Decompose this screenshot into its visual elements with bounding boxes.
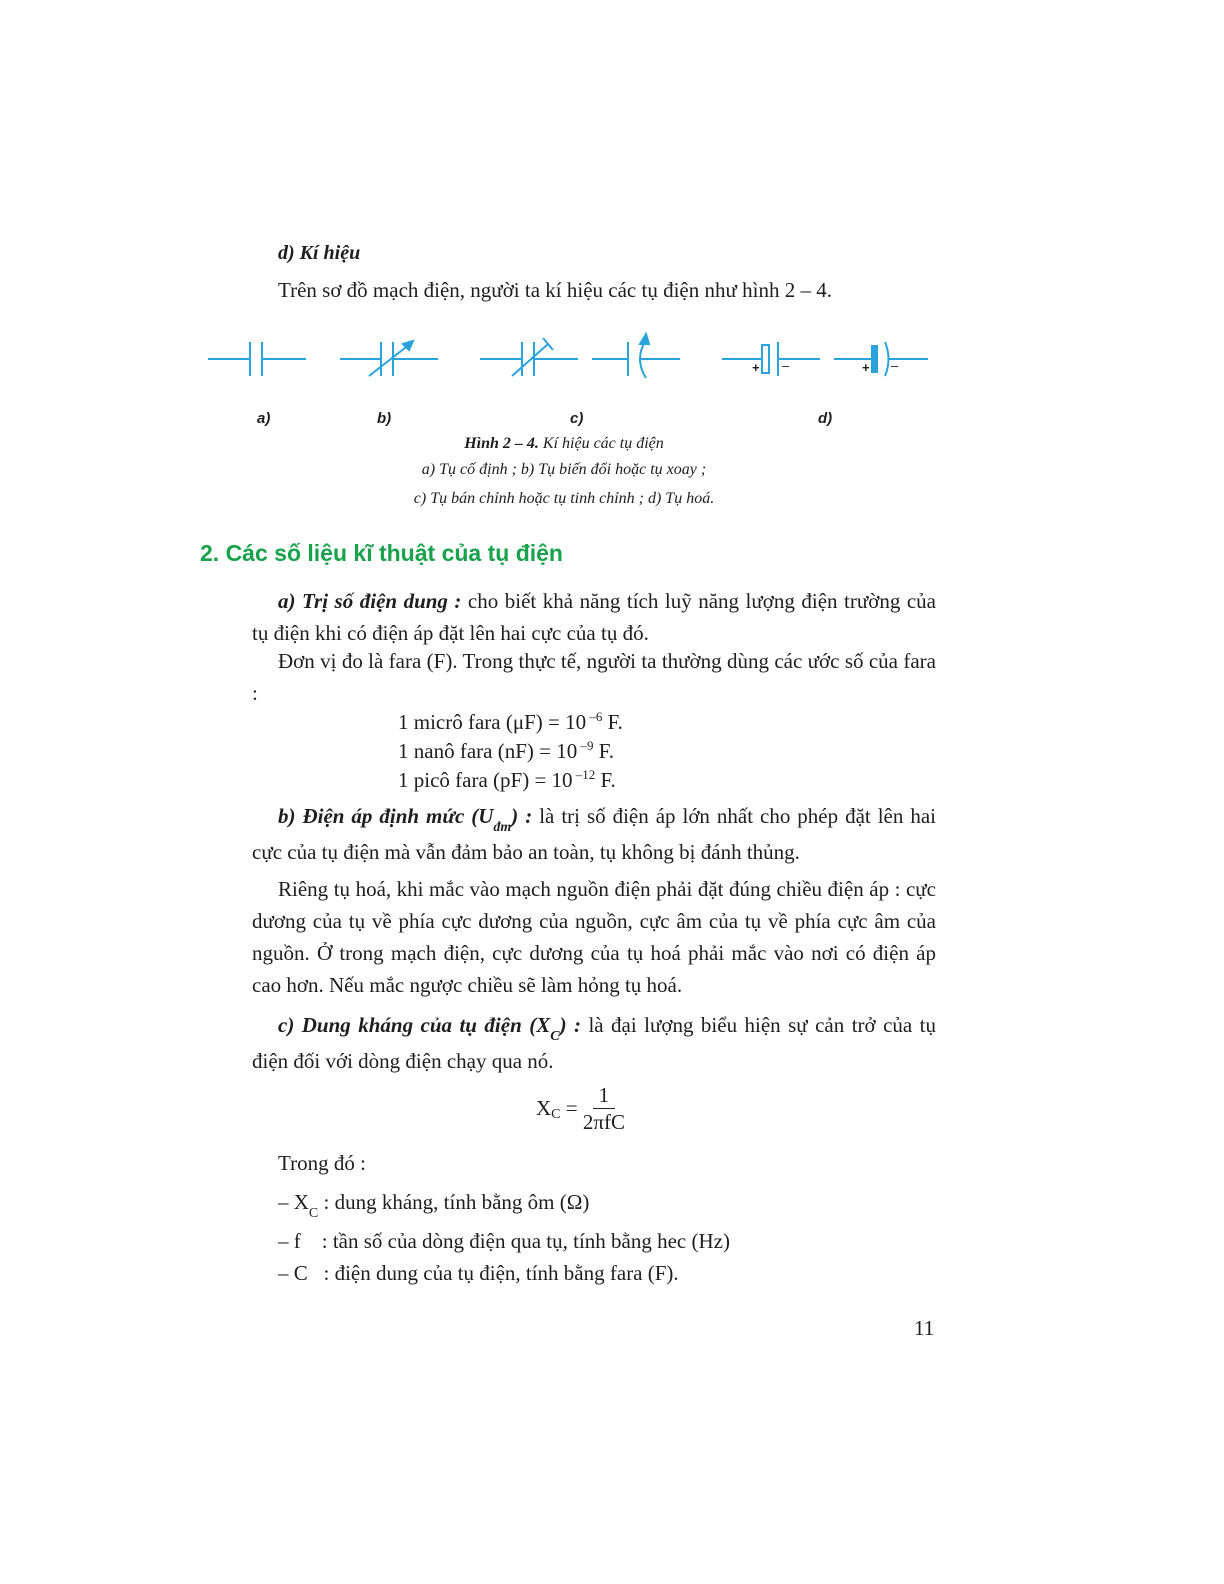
minus-sign: – xyxy=(782,358,790,373)
electrolytic-note: Riêng tụ hoá, khi mắc vào mạch nguồn điện phải đặt đúng chiều điện áp : cực dương của tụ về phía cực dương của nguồn, cực âm của tụ về phía cực âm của nguồn. Ở trong mạch điện, cực dương của tụ hoá phải mắc vào nơi có điện áp cao hơn. Nếu mắc ngược chiều sẽ làm hỏng tụ hoá. xyxy=(252,877,936,997)
section-d-heading: d) Kí hiệu xyxy=(278,242,361,264)
capacitance-text: cho biết khả năng tích luỹ năng lượng điện trường của tụ điện khi có điện áp đặt lên hai cực của tụ đó. xyxy=(252,589,936,645)
capacitor-symbols-figure xyxy=(0,0,1224,420)
figure-caption-line2: c) Tụ bán chỉnh hoặc tụ tinh chỉnh ; d) Tụ hoá. xyxy=(413,490,715,507)
minus-sign: – xyxy=(891,358,899,373)
unit-micro: 1 micrô fara (μF) = 10 $^{-6}$ F. xyxy=(398,709,623,734)
plus-sign: + xyxy=(862,360,870,375)
adjustable-capacitor-symbol xyxy=(592,334,680,378)
plus-sign: + xyxy=(752,360,760,375)
unit-pico: 1 picô fara (pF) = 10 $^{-12}$ F. xyxy=(398,767,616,792)
reactance-text: là đại lượng biểu hiện sự cản trở của tụ điện đối với dòng điện chạy qua nó. xyxy=(252,1013,936,1073)
figure-caption-line1: a) Tụ cố định ; b) Tụ biến đổi hoặc tụ xoay ; xyxy=(421,461,707,478)
figure-label-a: a) xyxy=(257,410,271,427)
polarized-capacitor-symbol xyxy=(834,342,928,376)
capacitance-label: a) Trị số điện dung : xyxy=(278,589,462,613)
figure-label-b: b) xyxy=(377,410,392,427)
def-reactance: – $X_C$ : dung kháng, tính bằng ôm (Ω) xyxy=(278,1190,590,1221)
electrolytic-capacitor-symbol xyxy=(722,342,820,376)
unit-intro: Đơn vị đo là fara (F). Trong thực tế, người ta thường dùng các ước số của fara : xyxy=(252,649,936,705)
page-number: 11 xyxy=(914,1316,935,1340)
rated-voltage-label: b) Điện áp định mức $(U_{đm})$ : xyxy=(278,804,533,835)
reactance-paragraph xyxy=(252,1009,936,1078)
rated-voltage-text: là trị số điện áp lớn nhất cho phép đặt lên hai cực của tụ điện mà vẫn đảm bảo an toàn, tụ không bị đánh thủng. xyxy=(252,804,936,864)
trimmer-capacitor-symbol xyxy=(480,338,578,376)
where-label: Trong đó : xyxy=(278,1151,366,1175)
def-capacitance: – C : điện dung của tụ điện, tính bằng fara (F). xyxy=(278,1261,679,1285)
caption-figure-number: Hình 2 – 4. xyxy=(464,435,539,452)
figure-label-c: c) xyxy=(570,410,584,427)
reactance-formula: X C = $\frac{1}{\text{2πfC}}$ xyxy=(536,1083,625,1134)
variable-capacitor-symbol xyxy=(340,341,438,376)
capacitance-paragraph xyxy=(252,585,936,649)
figure-caption-title xyxy=(214,430,914,458)
def-frequency: – f : tần số của dòng điện qua tụ, tính bằng hec (Hz) xyxy=(278,1229,730,1253)
caption-figure-title: Kí hiệu các tụ điện xyxy=(538,435,664,452)
reactance-label: c) Dung kháng của tụ điện $(X_C)$ : xyxy=(278,1013,581,1044)
unit-nano: 1 nanô fara (nF) = 10 $^{-9}$ F. xyxy=(398,738,614,763)
figure-label-d: d) xyxy=(818,410,833,427)
section-d-text: Trên sơ đồ mạch điện, người ta kí hiệu các tụ điện như hình 2 – 4. xyxy=(278,278,832,302)
section-2-heading: 2. Các số liệu kĩ thuật của tụ điện xyxy=(200,540,563,566)
fixed-capacitor-symbol xyxy=(208,342,306,376)
rated-voltage-paragraph xyxy=(252,800,936,869)
